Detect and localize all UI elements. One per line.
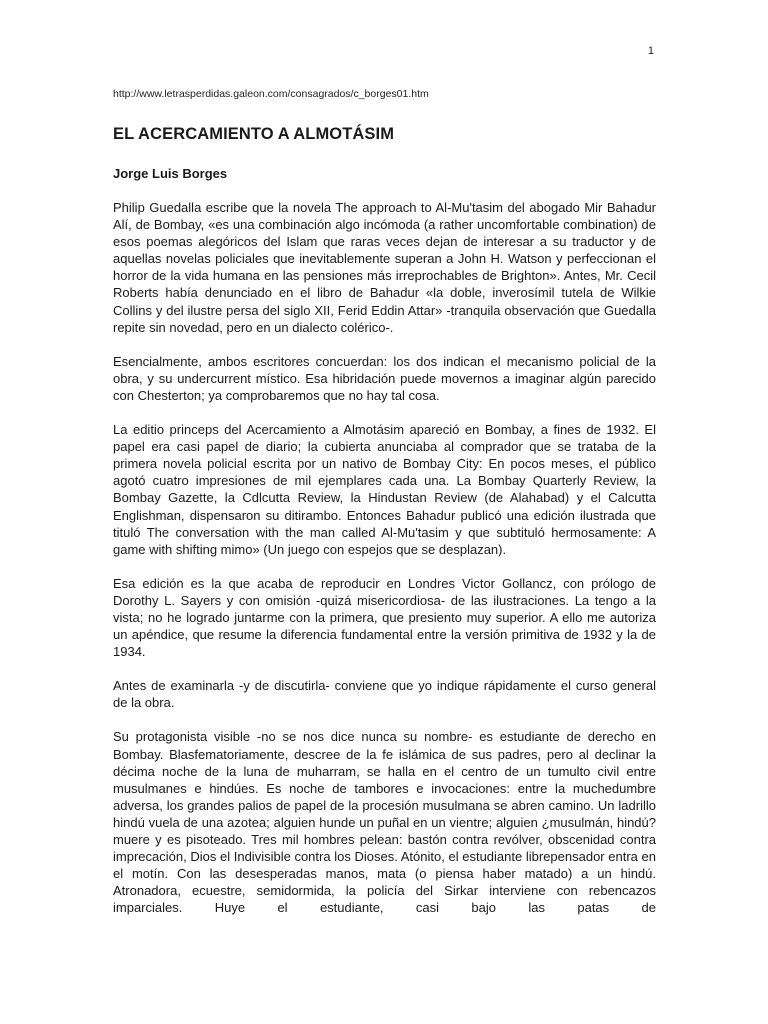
paragraph-6: Su protagonista visible -no se nos dice nunca su nombre- es estudiante de derecho en Bombay. Blasfematoriamente, descree de la fe islámica de sus padres, pero al declinar la décima noche de la luna de muharram, se halla en el centro de un tumulto civil entre musulmanes e hindúes. Es noche de tambores e invocaciones: entre la muchedumbre adversa, los grandes palios de papel de la procesión musulmana se abren camino. Un ladrillo hindú vuela de una azotea; alguien hunde un puñal en un vientre; alguien ¿musulmán, hindú? muere y es pisoteado. Tres mil hombres pelean: bastón contra revólver, obscenidad contra imprecación, Dios el Indivisible contra los Dioses. Atónito, el estudiante librepensador entra en el motín. Con las desesperadas manos, mata (o piensa haber matado) a un hindú. Atronadora, ecuestre, semidormida, la policía del Sirkar interviene con rebencazos imparciales. Huye el estudiante, casi bajo las patas de [113, 729, 656, 916]
paragraph-2: Esencialmente, ambos escritores concuerdan: los dos indican el mecanismo policial de la obra, y su undercurrent místico. Esa hibridación puede movernos a imaginar algún parecido con Chesterton; ya comprobaremos que no hay tal cosa. [113, 353, 656, 403]
document-body [113, 88, 656, 933]
paragraph-3: La editio princeps del Acercamiento a Almotásim apareció en Bombay, a fines de 1932. El papel era casi papel de diario; la cubierta anunciaba al comprador que se trataba de la primera novela policial escrita por un nativo de Bombay City: En pocos meses, el público agotó cuatro impresiones de mil ejemplares cada una. La Bombay Quarterly Review, la Bombay Gazette, la Cdlcutta Review, la Hindustan Review (de Alahabad) y el Calcutta Englishman, dispensaron su ditirambo. Entonces Bahadur publicó una edición ilustrada que tituló The conversation with the man called Al-Mu'tasim y que subtituló hermosamente: A game with shifting mimo» (Un juego con espejos que se desplazan). [113, 422, 656, 557]
paragraph-5: Antes de examinarla -y de discutirla- conviene que yo indique rápidamente el curso general de la obra. [113, 678, 656, 711]
paragraph-1: Philip Guedalla escribe que la novela The approach to Al-Mu'tasim del abogado Mir Bahadur Alí, de Bombay, «es una combinación algo incómoda (a rather uncomfortable combination) de esos poemas alegóricos del Islam que raras veces dejan de interesar a su traductor y de aquellas novelas policiales que inevitablemente superan a John H. Watson y perfeccionan el horror de la vida humana en las pensiones más irreprochables de Brighton». Antes, Mr. Cecil Roberts había denunciado en el libro de Bahadur «la doble, inverosímil tutela de Wilkie Collins y del ilustre persa del siglo XII, Ferid Eddin Attar» -tranquila observación que Guedalla repite sin novedad, pero en un dialecto colérico-. [113, 200, 656, 335]
paragraph-4: Esa edición es la que acaba de reproducir en Londres Victor Gollancz, con prólogo de Dorothy L. Sayers y con omisión -quizá misericordiosa- de las ilustraciones. La tengo a la vista; no he logrado juntarme con la primera, que presiento muy superior. A ello me autoriza un apéndice, que resume la diferencia fundamental entre la versión primitiva de 1932 y la de 1934. [113, 575, 656, 660]
author-name: Jorge Luis Borges [113, 166, 228, 181]
document-title: EL ACERCAMIENTO A ALMOTÁSIM [113, 125, 395, 143]
page-number: 1 [647, 45, 654, 57]
source-url: http://www.letrasperdidas.galeon.com/consagrados/c_borges01.htm [113, 88, 429, 100]
